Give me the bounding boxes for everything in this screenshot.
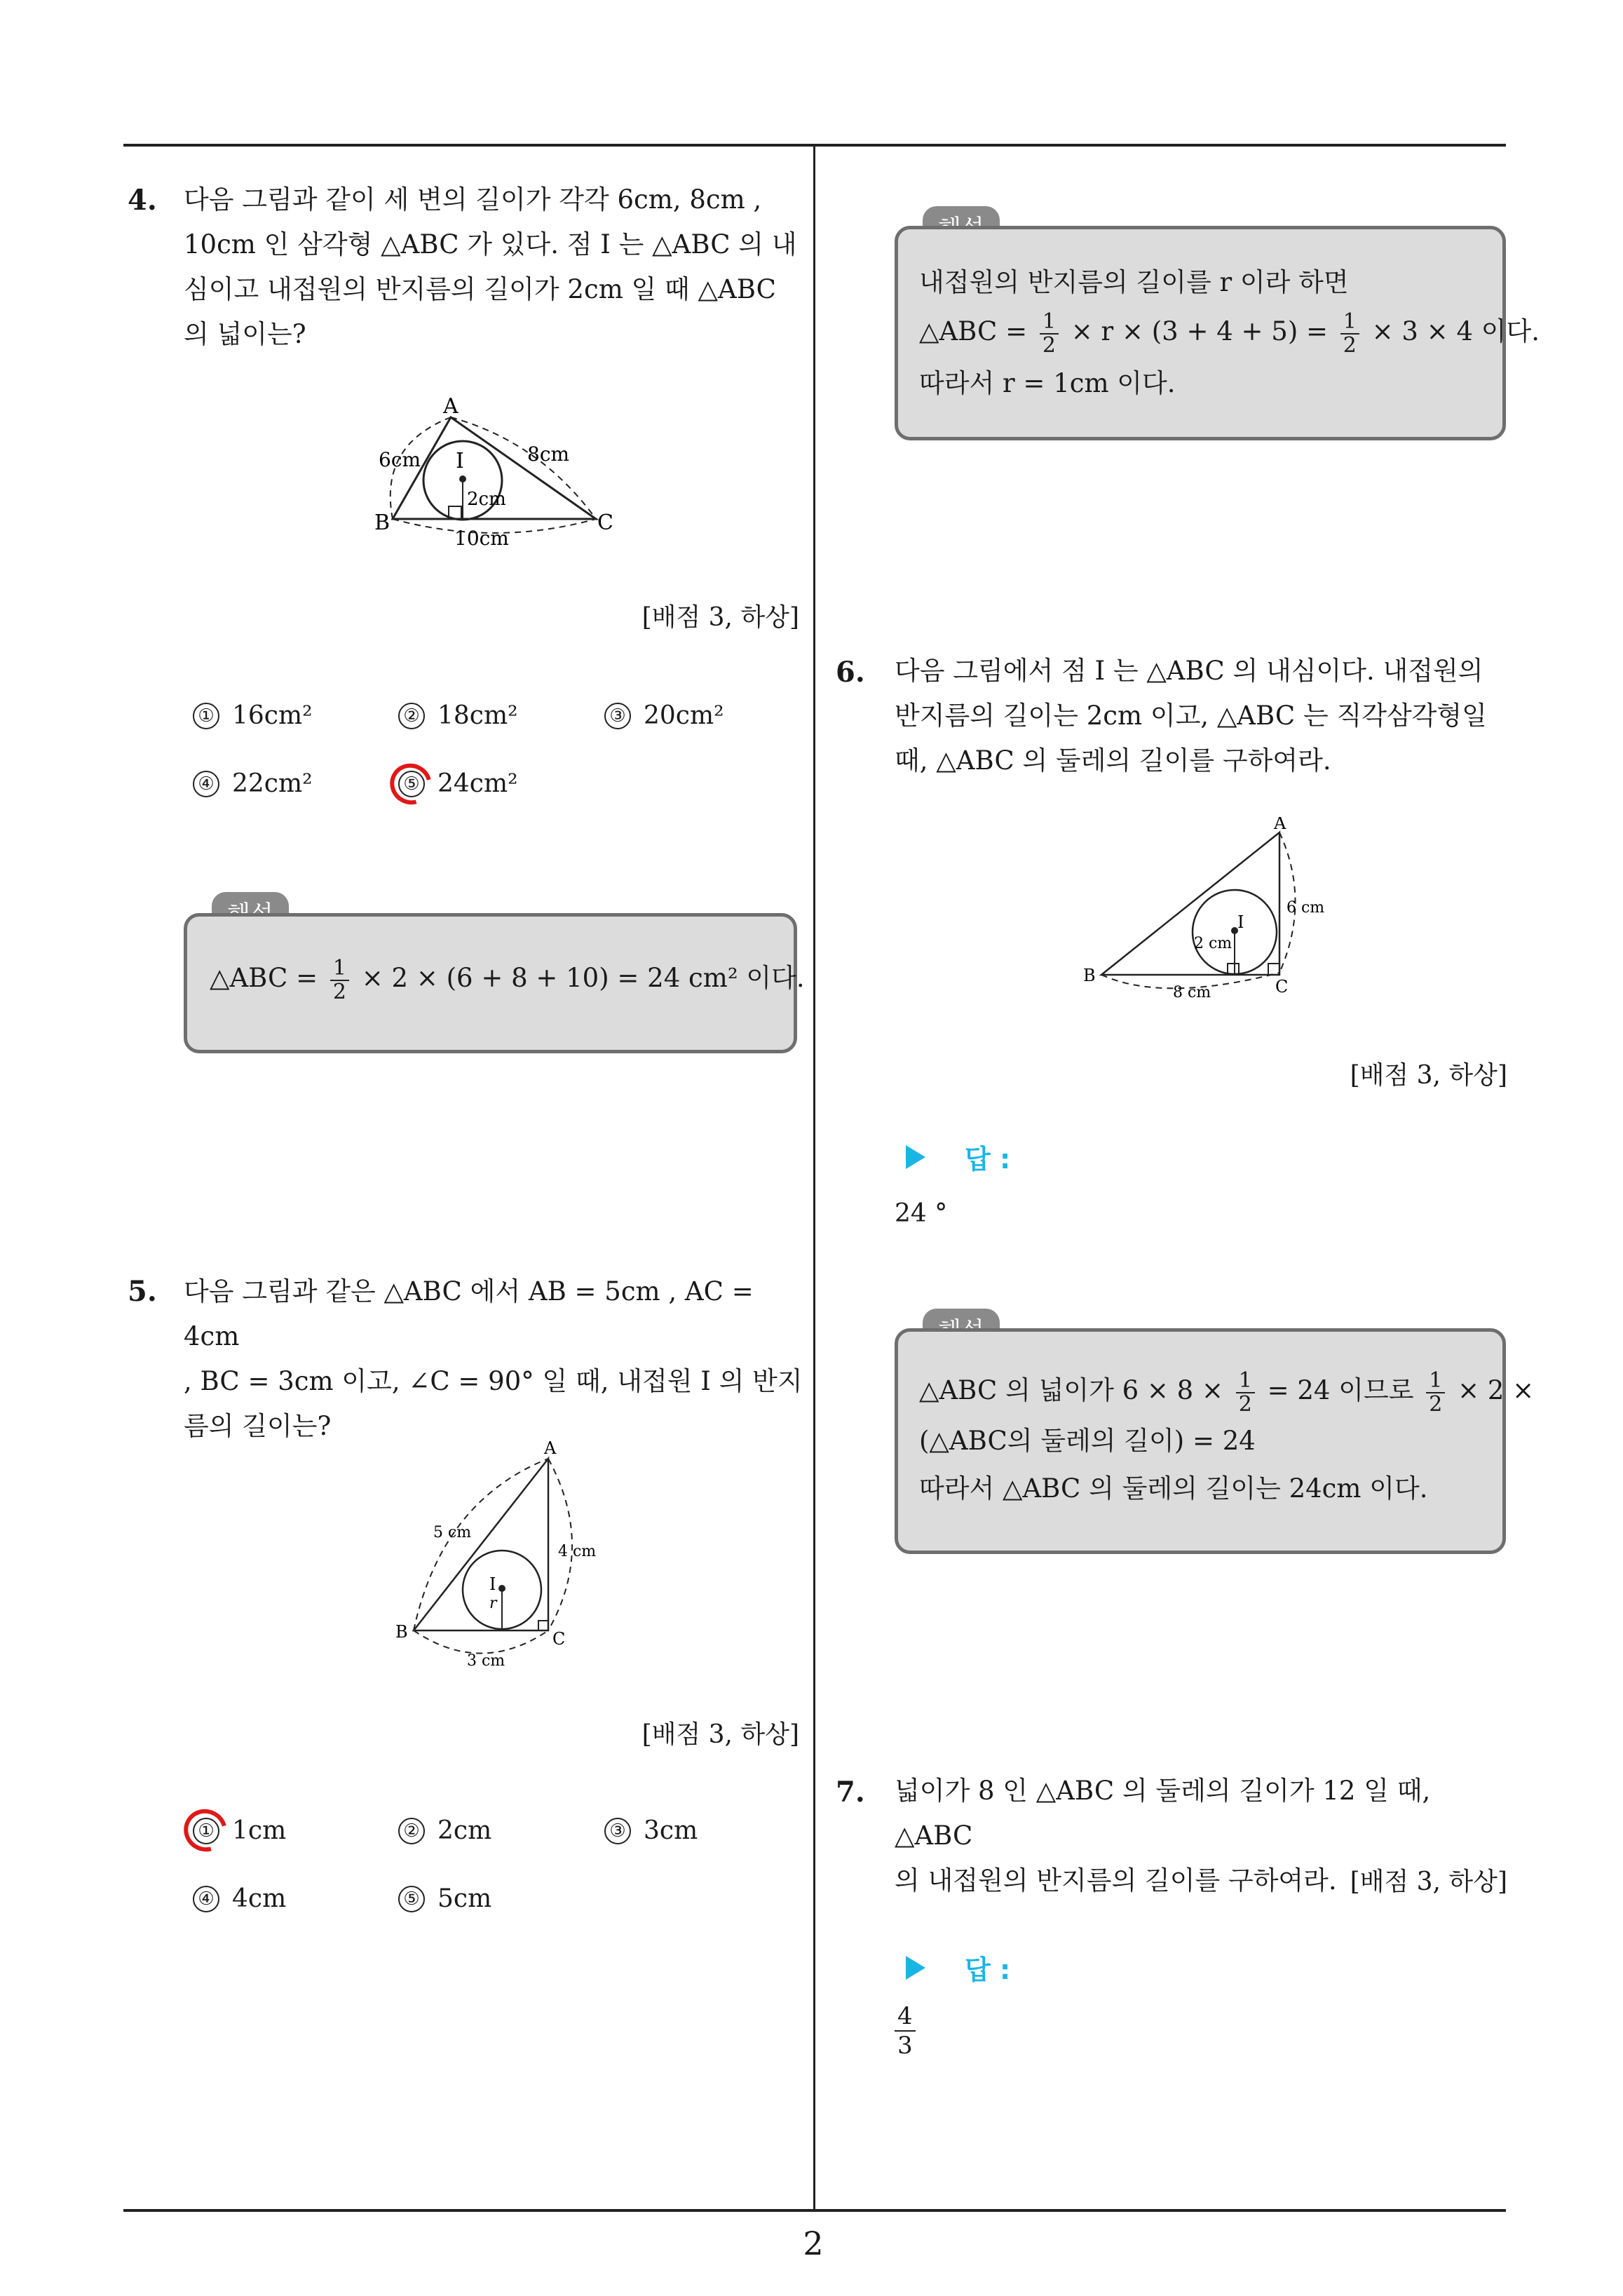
fig5-label-i: I [489,1574,496,1594]
answer-arrow-icon [906,1145,925,1169]
q4-choice-1[interactable]: ① 16cm² [193,701,313,730]
fig4-label-r: 2cm [467,489,506,510]
fig6-label-r: 2 cm [1194,935,1232,952]
q5-choice-3[interactable]: ③ 3cm [604,1816,698,1845]
question-6-score: [배점 3, 하상] [1350,1061,1507,1090]
fig4-label-ab: 6cm [379,448,421,471]
q5-choice-1[interactable]: ① 1cm [193,1816,286,1845]
fig6-label-b: B [1083,966,1096,985]
q7-answer-value: $\frac{4}{3}$ [895,2002,916,2060]
question-4-number: 4. [128,184,157,217]
q5-selected-mark [176,1802,235,1860]
q6-answer-value: 24 ° [895,1199,948,1228]
question-7-score: [배점 3, 하상] [1350,1868,1507,1896]
question-4-score: [배점 3, 하상] [641,603,799,632]
q7-answer-label: 답 : [906,1948,1010,1987]
q4-choice-5[interactable]: ⑤ 24cm² [398,769,518,798]
fig5-label-ab: 5 cm [433,1524,472,1541]
page-number: 2 [803,2224,824,2262]
bottom-rule [123,2209,1506,2212]
q6-solution-box: △ABC 의 넓이가 6 × 8 × $\frac{1}{2}$ = 24 이므로 $\frac{1}{2}$ × 2 × (△ABC의 둘레의 길이) = 24 따라서 △ABC 의 둘레의 길이는 24cm 이다. [895,1328,1506,1554]
question-4-figure [365,389,617,558]
q4-selected-mark [383,756,440,812]
q6-answer-label: 답 : [906,1137,1010,1176]
q5-solution-box: 내접원의 반지름의 길이를 r 이라 하면 △ABC = $\frac{1}{2}$ × r × (3 + 4 + 5) = $\frac{1}{2}$ × 3 × 4 이다. 따라서 r = 1cm 이다. [895,226,1506,440]
fig6-label-ac: 6 cm [1286,899,1325,917]
fig4-label-b: B [374,511,391,535]
q4-choice-3[interactable]: ③ 20cm² [604,701,724,730]
fig6-label-bc: 8 cm [1173,984,1211,1001]
question-5-figure [386,1434,596,1673]
fig4-label-c: C [597,511,613,535]
question-6-text: 다음 그림에서 점 I 는 △ABC 의 내심이다. 내접원의 반지름의 길이는 2cm 이고, △ABC 는 직각삼각형일 때, △ABC 의 둘레의 길이를 구하여라. [895,656,1487,776]
answer-arrow-icon [906,1956,925,1980]
fig6-label-i: I [1237,912,1244,932]
question-5-score: [배점 3, 하상] [641,1720,799,1749]
question-5-number: 5. [128,1275,157,1308]
fig5-label-ac: 4 cm [558,1543,596,1560]
question-6-number: 6. [836,656,865,689]
fig5-label-b: B [395,1622,408,1642]
question-7-number: 7. [836,1776,865,1809]
fig5-label-bc: 3 cm [467,1652,505,1670]
fig5-label-a: A [544,1438,557,1458]
q4-choice-2[interactable]: ② 18cm² [398,701,518,730]
q5-choice-5[interactable]: ⑤ 5cm [398,1884,491,1913]
question-7-text: 넓이가 8 인 △ABC 의 둘레의 길이가 12 일 때, △ABC 의 내접원의 반지름의 길이를 구하여라. [895,1776,1431,1896]
question-6-figure [1076,817,1343,1006]
fig6-label-a: A [1274,817,1286,833]
fig4-label-ac: 8cm [527,443,570,466]
q4-choice-4[interactable]: ④ 22cm² [193,769,313,798]
fig6-label-c: C [1275,977,1289,997]
fig4-label-bc: 10cm [454,527,509,550]
fig5-label-c: C [552,1629,566,1649]
fig4-label-i: I [456,449,464,473]
fig5-label-r: r [489,1595,497,1612]
q5-choice-4[interactable]: ④ 4cm [193,1884,286,1913]
q4-solution-box: △ABC = $\frac{1}{2}$ × 2 × (6 + 8 + 10) = 24 cm² 이다. [184,913,797,1053]
column-divider [813,145,815,2210]
fig4-label-a: A [443,394,459,419]
question-5-text: 다음 그림과 같은 △ABC 에서 AB = 5cm , AC = 4cm , BC = 3cm 이고, ∠C = 90° 일 때, 내접원 I 의 반지 름의 길이는? [184,1276,803,1441]
q5-choice-2[interactable]: ② 2cm [398,1816,491,1845]
question-4-text: 다음 그림과 같이 세 변의 길이가 각각 6cm, 8cm , 10cm 인 삼각형 △ABC 가 있다. 점 I 는 △ABC 의 내 심이고 내접원의 반지름의 길이가 2cm 일 때 △ABC 의 넓이는? [184,184,797,349]
